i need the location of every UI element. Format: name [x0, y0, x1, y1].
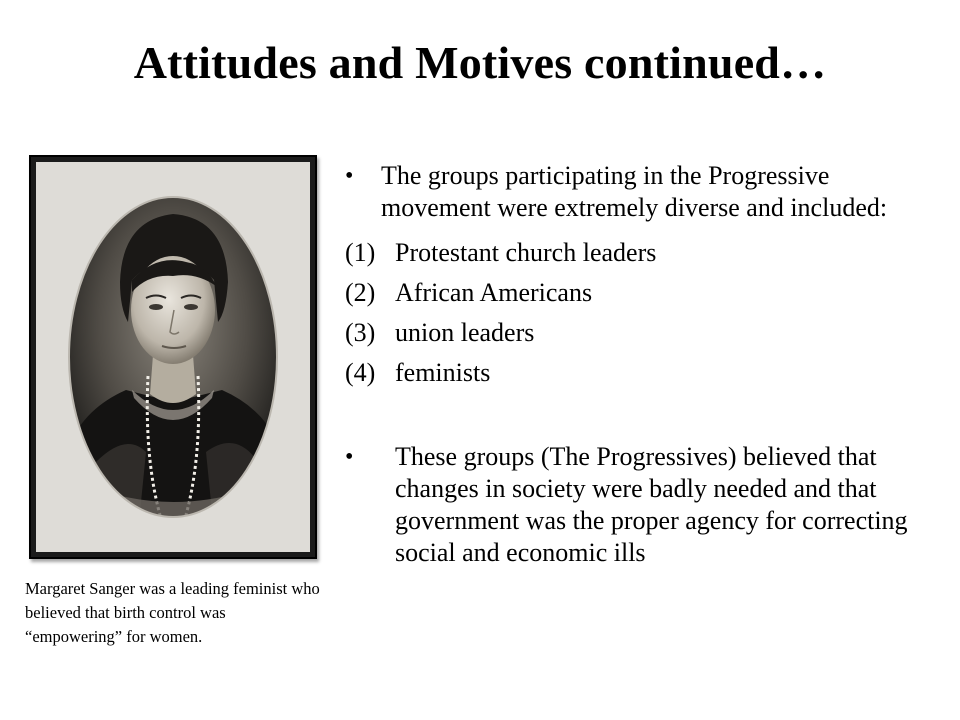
- bullet-groups-intro: [345, 160, 945, 224]
- bullet-progressives-belief: [345, 441, 945, 569]
- portrait-photo: [36, 162, 310, 552]
- portrait-photo-frame: [29, 155, 317, 559]
- list-item-text: African Americans: [395, 278, 593, 307]
- list-item-marker: (2): [345, 278, 376, 307]
- list-item-marker: (4): [345, 358, 376, 387]
- portrait-illustration: [36, 162, 310, 552]
- list-item-marker: (1): [345, 238, 376, 267]
- list-item-text: Protestant church leaders: [395, 238, 657, 267]
- slide-content: [345, 160, 945, 569]
- bullet-text: The groups participating in the Progressive movement were extremely diverse and included:: [381, 161, 888, 222]
- groups-list: [345, 233, 945, 393]
- slide-title: Attitudes and Motives continued…: [133, 37, 827, 88]
- bullet-text: These groups (The Progressives) believed that changes in society were badly needed and that government was the proper agency for correcting social and economic ills: [395, 442, 908, 567]
- list-item: [345, 273, 945, 313]
- list-item: [345, 313, 945, 353]
- photo-caption: Margaret Sanger was a leading feminist who believed that birth control was “empowering” for women.: [25, 579, 320, 646]
- list-item: [345, 353, 945, 393]
- list-item-marker: (3): [345, 318, 376, 347]
- list-item: [345, 233, 945, 273]
- bullet-icon: •: [345, 444, 354, 470]
- bullet-icon: •: [345, 163, 354, 189]
- list-item-text: feminists: [395, 358, 491, 387]
- list-item-text: union leaders: [395, 318, 535, 347]
